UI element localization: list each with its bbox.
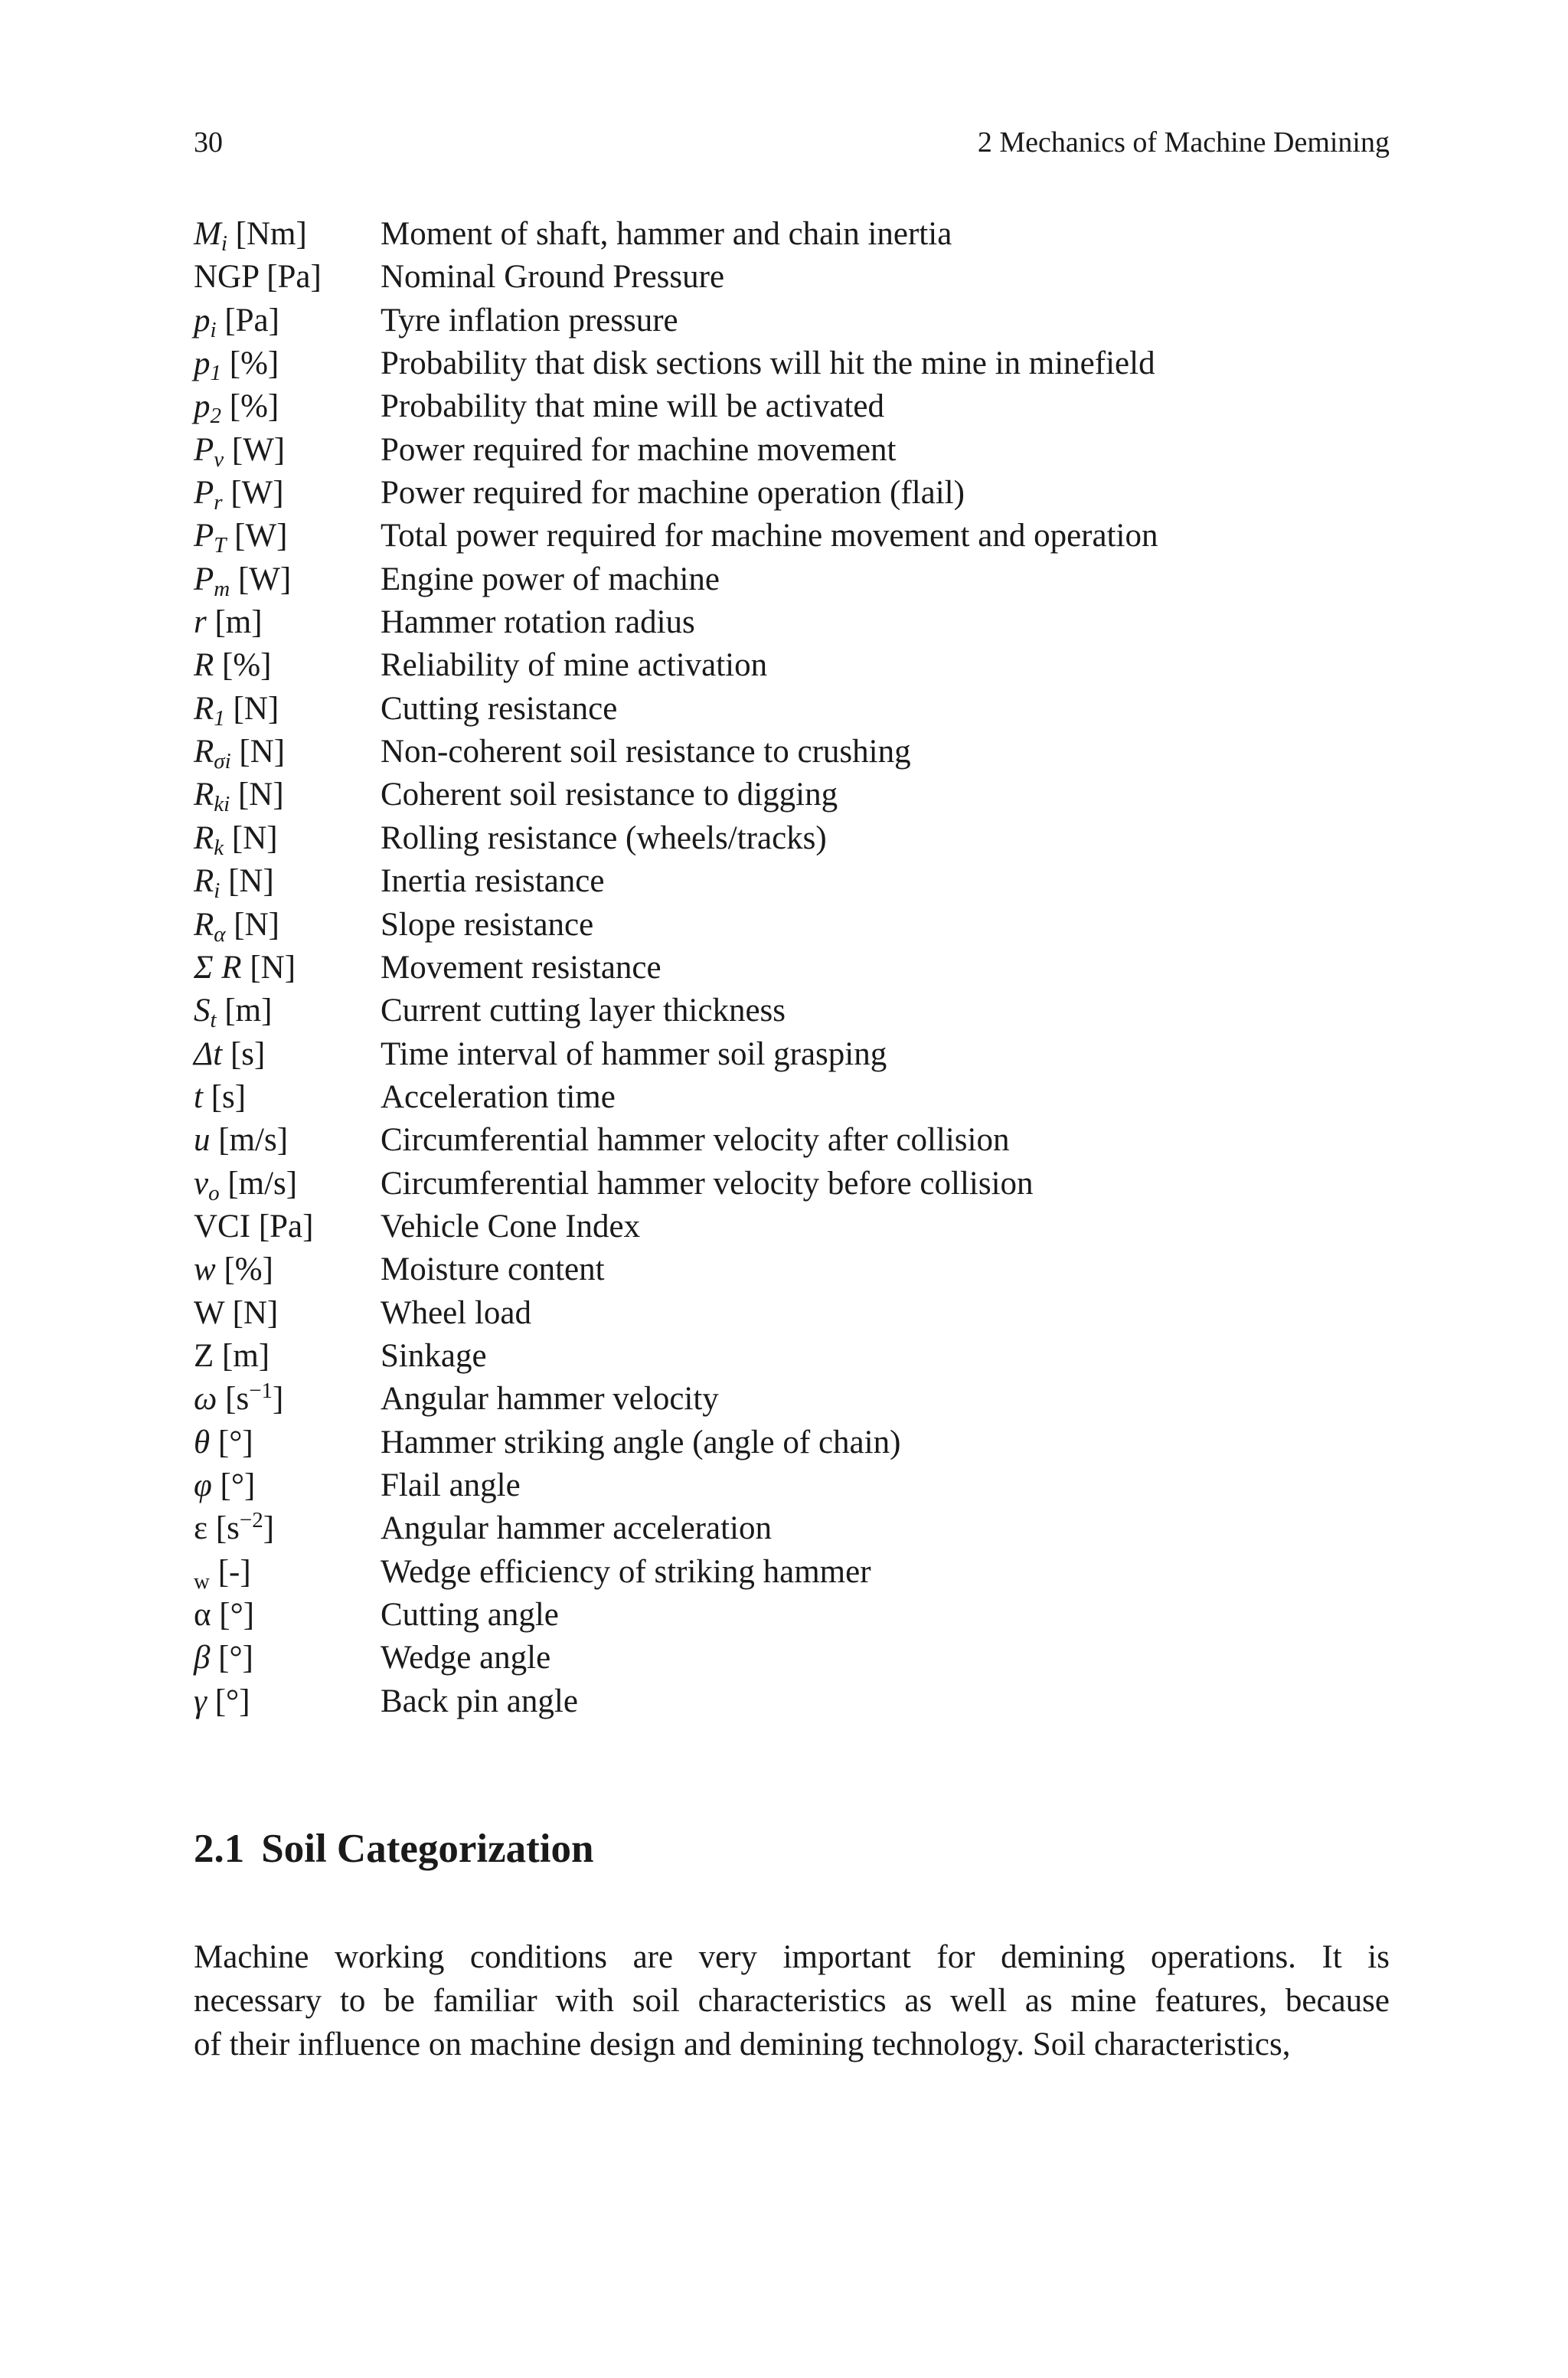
symbol-main: ε <box>194 1510 208 1547</box>
definition: Engine power of machine <box>381 561 720 597</box>
symbol-subscript: σi <box>214 749 231 774</box>
symbol-unit: [%] <box>215 1251 273 1288</box>
nomenclature-row <box>194 860 1419 903</box>
nomenclature-row <box>194 385 1419 428</box>
symbol <box>194 1421 253 1464</box>
definition: Current cutting layer thickness <box>381 993 786 1029</box>
symbol-main: r <box>194 604 207 641</box>
page-number: 30 <box>194 126 223 159</box>
definition: Reliability of mine activation <box>381 647 768 684</box>
symbol <box>194 429 285 472</box>
symbol <box>194 601 263 644</box>
symbol <box>194 860 274 903</box>
definition: Non-coherent soil resistance to crushing <box>381 734 911 770</box>
symbol-unit: [W] <box>224 431 286 468</box>
nomenclature-row <box>194 299 1419 342</box>
definition: Wheel load <box>381 1294 531 1331</box>
symbol-unit: [W] <box>226 518 288 554</box>
definition: Probability that disk sections will hit the mine in minefield <box>381 345 1155 382</box>
symbol-unit: [-] <box>209 1553 251 1590</box>
symbol-unit: [m] <box>206 604 263 641</box>
body-line: of their influence on machine design and demining technology. Soil characteristics, <box>194 2026 1291 2062</box>
symbol <box>194 213 307 256</box>
symbol-main: R <box>194 647 214 684</box>
symbol-unit: [°] <box>211 1597 255 1633</box>
symbol <box>194 472 284 515</box>
unit-close: ] <box>263 1510 275 1547</box>
symbol <box>194 256 322 299</box>
nomenclature-row <box>194 947 1419 989</box>
symbol-main: v <box>194 1165 209 1202</box>
symbol <box>194 1680 250 1723</box>
symbol-unit: [Pa] <box>258 259 322 296</box>
symbol <box>194 342 279 385</box>
definition: Circumferential hammer velocity before collision <box>381 1165 1034 1202</box>
symbol-subscript: t <box>210 1008 217 1033</box>
symbol <box>194 1335 270 1378</box>
symbol-main: R <box>194 777 214 813</box>
definition: Moment of shaft, hammer and chain inertia <box>381 216 952 252</box>
nomenclature-row <box>194 1163 1419 1205</box>
nomenclature-row <box>194 731 1419 774</box>
running-title: 2 Mechanics of Machine Demining <box>977 126 1390 159</box>
nomenclature-row <box>194 1680 1419 1723</box>
nomenclature-row <box>194 472 1419 515</box>
symbol-unit: [°] <box>210 1640 254 1676</box>
symbol-subscript: m <box>214 576 230 601</box>
definition: Circumferential hammer velocity after collision <box>381 1122 1010 1159</box>
symbol-main: P <box>194 475 214 512</box>
unit-close: ] <box>273 1381 284 1418</box>
symbol-main: φ <box>194 1467 212 1503</box>
symbol-main: w <box>194 1251 216 1288</box>
symbol-subscript: r <box>214 490 223 515</box>
symbol-main: R <box>194 734 214 770</box>
unit-exponent: −1 <box>249 1379 273 1404</box>
symbol-subscript: w <box>194 1568 210 1594</box>
symbol-main: ω <box>194 1381 217 1418</box>
definition: Angular hammer acceleration <box>381 1510 772 1547</box>
symbol <box>194 947 296 989</box>
nomenclature-row <box>194 1507 1419 1550</box>
symbol-main: Σ R <box>194 949 242 986</box>
symbol-main: P <box>194 561 214 597</box>
symbol-main: p <box>194 388 211 425</box>
symbol-subscript: i <box>214 878 220 904</box>
symbol-unit: [m/s] <box>210 1122 289 1159</box>
symbol-unit: [m] <box>214 1337 270 1374</box>
definition: Vehicle Cone Index <box>381 1208 641 1245</box>
nomenclature-list <box>194 213 1419 1723</box>
symbol-main: R <box>194 863 214 900</box>
symbol-main: β <box>194 1640 211 1676</box>
symbol-subscript: i <box>210 317 217 342</box>
symbol-subscript: v <box>214 446 224 472</box>
definition: Moisture content <box>381 1251 605 1288</box>
definition: Cutting angle <box>381 1597 559 1633</box>
symbol-unit: [%] <box>214 647 272 684</box>
symbol-unit: [W] <box>230 561 292 597</box>
symbol <box>194 1119 288 1162</box>
symbol-main: VCI <box>194 1208 251 1245</box>
symbol-unit: [°] <box>210 1424 253 1460</box>
symbol-subscript: o <box>208 1180 220 1205</box>
definition: Total power required for machine movement and operation <box>381 518 1158 554</box>
symbol-unit: [s] <box>202 1078 247 1115</box>
definition: Cutting resistance <box>381 690 618 727</box>
definition: Power required for machine operation (flail) <box>381 475 965 512</box>
symbol-unit: [N] <box>230 734 286 770</box>
nomenclature-row <box>194 1637 1419 1680</box>
nomenclature-row <box>194 558 1419 601</box>
section-title: Soil Categorization <box>261 1827 594 1871</box>
symbol <box>194 1033 265 1076</box>
symbol-unit: [N] <box>220 863 274 900</box>
body-line: Machine working conditions are very important for demining operations. It is <box>194 1939 1390 1975</box>
symbol-unit: [%] <box>221 388 279 425</box>
symbol-main: u <box>194 1122 211 1159</box>
symbol-main: θ <box>194 1424 211 1460</box>
symbol-unit: [W] <box>222 475 284 512</box>
symbol <box>194 688 279 731</box>
definition: Movement resistance <box>381 949 662 986</box>
body-line: necessary to be familiar with soil characteristics as well as mine features, because <box>194 1983 1390 2019</box>
definition: Hammer rotation radius <box>381 604 695 641</box>
symbol <box>194 1378 283 1421</box>
nomenclature-row <box>194 1421 1419 1464</box>
definition: Inertia resistance <box>381 863 605 900</box>
definition: Acceleration time <box>381 1078 616 1115</box>
section-number: 2.1 <box>194 1827 245 1871</box>
symbol-unit: [s] <box>222 1035 266 1072</box>
symbol-main: R <box>194 906 214 943</box>
body-paragraph <box>194 1935 1390 2066</box>
symbol <box>194 1248 273 1291</box>
symbol-main: p <box>194 302 211 339</box>
section-heading <box>194 1826 594 1872</box>
symbol-subscript: ki <box>214 792 230 817</box>
symbol <box>194 904 279 947</box>
symbol <box>194 731 285 774</box>
definition: Power required for machine movement <box>381 431 897 468</box>
nomenclature-row <box>194 1205 1419 1248</box>
definition: Wedge efficiency of striking hammer <box>381 1553 871 1590</box>
nomenclature-row <box>194 1033 1419 1076</box>
symbol-main: P <box>194 431 214 468</box>
symbol <box>194 644 272 687</box>
definition: Sinkage <box>381 1337 487 1374</box>
symbol-unit: [s <box>217 1381 250 1418</box>
nomenclature-row <box>194 688 1419 731</box>
symbol <box>194 299 279 342</box>
symbol-main: Z <box>194 1337 214 1374</box>
definition: Flail angle <box>381 1467 521 1503</box>
nomenclature-row <box>194 1076 1419 1119</box>
symbol <box>194 1163 297 1205</box>
symbol <box>194 385 279 428</box>
symbol <box>194 1076 246 1119</box>
symbol-unit: [°] <box>211 1467 256 1503</box>
nomenclature-row <box>194 342 1419 385</box>
symbol-unit: [Nm] <box>227 216 307 252</box>
symbol <box>194 817 278 860</box>
nomenclature-row <box>194 1464 1419 1507</box>
symbol-unit: [N] <box>230 777 284 813</box>
symbol-main: P <box>194 518 214 554</box>
nomenclature-row <box>194 1335 1419 1378</box>
symbol-main: M <box>194 216 221 252</box>
symbol-main: R <box>194 690 214 727</box>
unit-exponent: −2 <box>239 1508 263 1533</box>
running-header <box>194 126 1390 168</box>
symbol <box>194 774 284 816</box>
symbol-unit: [N] <box>241 949 296 986</box>
nomenclature-row <box>194 429 1419 472</box>
symbol-main: R <box>194 819 214 856</box>
symbol-unit: [%] <box>221 345 279 382</box>
definition: Wedge angle <box>381 1640 551 1676</box>
symbol-subscript: T <box>214 533 227 558</box>
nomenclature-row <box>194 1119 1419 1162</box>
symbol-subscript: 1 <box>214 705 225 731</box>
definition: Tyre inflation pressure <box>381 302 678 339</box>
symbol-subscript: i <box>220 231 227 256</box>
definition: Slope resistance <box>381 906 594 943</box>
symbol <box>194 515 287 558</box>
symbol-main: NGP <box>194 259 259 296</box>
nomenclature-row <box>194 817 1419 860</box>
symbol <box>194 1464 255 1507</box>
symbol-unit: [Pa] <box>216 302 279 339</box>
symbol-main: S <box>194 993 211 1029</box>
nomenclature-row <box>194 1292 1419 1335</box>
symbol-unit: [N] <box>224 1294 279 1331</box>
nomenclature-row <box>194 1378 1419 1421</box>
definition: Hammer striking angle (angle of chain) <box>381 1424 901 1460</box>
symbol <box>194 1637 253 1680</box>
nomenclature-row <box>194 644 1419 687</box>
symbol-unit: [°] <box>206 1683 250 1719</box>
symbol <box>194 989 272 1032</box>
symbol <box>194 1551 251 1594</box>
nomenclature-row <box>194 1248 1419 1291</box>
symbol-unit: [N] <box>224 690 279 727</box>
symbol-unit: [s <box>207 1510 240 1547</box>
nomenclature-row <box>194 989 1419 1032</box>
symbol-main: γ <box>194 1683 207 1719</box>
symbol-subscript: α <box>214 921 226 947</box>
symbol-main: W <box>194 1294 224 1331</box>
definition: Back pin angle <box>381 1683 578 1719</box>
symbol-main: Δt <box>194 1035 223 1072</box>
definition: Probability that mine will be activated <box>381 388 884 425</box>
symbol <box>194 1292 278 1335</box>
definition: Time interval of hammer soil grasping <box>381 1035 887 1072</box>
symbol-unit: [N] <box>224 819 278 856</box>
definition: Angular hammer velocity <box>381 1381 719 1418</box>
definition: Rolling resistance (wheels/tracks) <box>381 819 827 856</box>
definition: Nominal Ground Pressure <box>381 259 725 296</box>
nomenclature-row <box>194 256 1419 299</box>
symbol-unit: [m] <box>216 993 273 1029</box>
symbol-main: α <box>194 1597 211 1633</box>
nomenclature-row <box>194 213 1419 256</box>
symbol-unit: [N] <box>225 906 279 943</box>
symbol <box>194 1205 313 1248</box>
symbol-unit: [Pa] <box>250 1208 314 1245</box>
symbol <box>194 1594 254 1637</box>
nomenclature-row <box>194 1551 1419 1594</box>
symbol-unit: [m/s] <box>219 1165 298 1202</box>
symbol-main: t <box>194 1078 203 1115</box>
nomenclature-row <box>194 515 1419 558</box>
nomenclature-row <box>194 1594 1419 1637</box>
symbol <box>194 558 291 601</box>
nomenclature-row <box>194 601 1419 644</box>
symbol-subscript: 2 <box>210 404 221 429</box>
symbol-subscript: k <box>214 835 224 860</box>
symbol <box>194 1507 274 1550</box>
nomenclature-row <box>194 904 1419 947</box>
definition: Coherent soil resistance to digging <box>381 777 838 813</box>
symbol-subscript: 1 <box>210 361 221 386</box>
nomenclature-row <box>194 774 1419 816</box>
symbol-main: p <box>194 345 211 382</box>
